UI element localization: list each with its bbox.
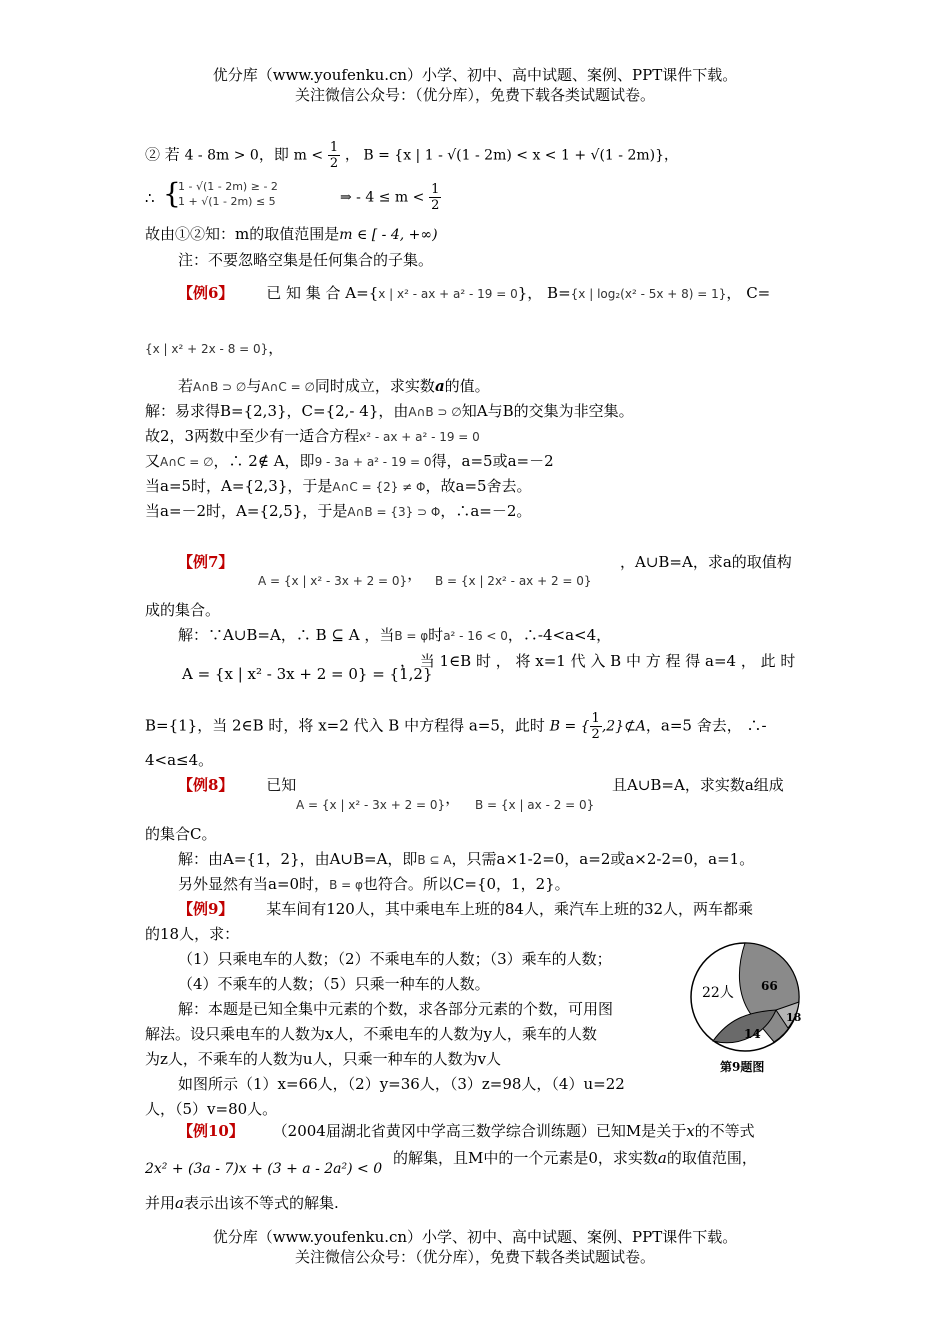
therefore-line: ∴	[145, 189, 155, 207]
example-9-figure	[688, 940, 803, 1055]
example-6-solution-4: 当a=5时，A={2,3}，于是A∩C = {2} ≠ Φ，故a=5舍去。	[145, 477, 532, 495]
example-7-sets: A = {x | x² - 3x + 2 = 0}， B = {x | 2x² - ax + 2 = 0}	[258, 565, 592, 588]
example-6-solution-1: 解：易求得B={2,3}，C={2,- 4}，由A∩B ⊃ ∅知A与B的交集为非空集。	[145, 402, 634, 420]
example-10-statement: 【例10】 （2004届湖北省黄冈中学高三数学综合训练题）已知M是关于x的不等式	[178, 1122, 755, 1140]
example-9-solution-5: 人，（5）v=80人。	[145, 1100, 278, 1118]
example-9-solution-2: 解法。设只乘电车的人数为x人，不乘电车的人数为y人，乘车的人数	[145, 1025, 597, 1043]
figure-label-66: 66	[761, 979, 778, 993]
example-9-questions-2: （4）不乘车的人数；（5）只乘一种车的人数。	[178, 975, 490, 993]
range-conclusion: 故由①②知：m的取值范围是m ∈ [ - 4, +∞)	[145, 225, 438, 243]
figure-label-22: 22人	[702, 985, 734, 1001]
note-line: 注：不要忽略空集是任何集合的子集。	[178, 251, 434, 269]
example-8-question-cont: 的集合C。	[145, 825, 217, 843]
example-6-solution-2: 故2，3两数中至少有一适合方程x² - ax + a² - 19 = 0	[145, 427, 480, 445]
example-7-question: ，A∪B=A，求a的取值构	[620, 553, 792, 571]
system-brace: {	[163, 177, 181, 210]
example-6-solution-5: 当a=－2时，A={2,5}，于是A∩B = {3} ⊃ Φ，∴a=－2。	[145, 502, 532, 520]
implies-line: ⇒ - 4 ≤ m < $\frac{1}{2}$	[340, 182, 440, 213]
case-2-line: ② 若 4 - 8m > 0，即 m < $\frac{1}{2}$ ， B = {x | 1 - √(1 - 2m) < x < 1 + √(1 - 2m)}，	[145, 140, 678, 171]
example-6-statement: 【例6】 已 知 集 合 A={x | x² - ax + a² - 19 = 0}， B={x | log₂(x² - 5x + 8) = 1}， C=	[178, 284, 771, 302]
example-7-solution-2-math: A = {x | x² - 3x + 2 = 0} = {1,2}	[182, 665, 433, 683]
example-9-solution-3: 为z人，不乘车的人数为u人，只乘一种车的人数为v人	[145, 1050, 502, 1068]
header-line-2: 关注微信公众号：（优分库），免费下载各类试题试卷。	[294, 86, 655, 104]
example-7-solution-3: B={1}，当 2∈B 时，将 x=2 代入 B 中方程得 a=5，此时 B = { $\frac{1}{2}$ ,2}⊄A，a=5 舍去， ∴-	[145, 711, 767, 742]
fraction: $\frac{1}{2}$	[329, 140, 339, 171]
figure-caption: 第9题图	[720, 1060, 765, 1074]
fraction: $\frac{1}{2}$	[431, 182, 440, 213]
example-9-questions-1: （1）只乘电车的人数；（2）不乘电车的人数；（3）乘车的人数；	[178, 950, 612, 968]
footer-line-2: 关注微信公众号：（优分库），免费下载各类试题试卷。	[294, 1248, 655, 1266]
example-6-set-c: {x | x² + 2x - 8 = 0}，	[145, 339, 284, 357]
fraction: $\frac{1}{2}$	[591, 711, 600, 742]
example-8-solution-2: 另外显然有当a=0时，B = φ也符合。所以C={0，1，2}。	[178, 875, 570, 893]
example-9-solution-4: 如图所示（1）x=66人，（2）y=36人，（3）z=98人，（4）u=22	[178, 1075, 625, 1093]
example-8-question: 且A∪B=A，求实数a组成	[612, 776, 784, 794]
figure-label-18: 18	[786, 1011, 802, 1024]
example-6-question: 若A∩B ⊃ ∅与A∩C = ∅同时成立，求实数a的值。	[178, 377, 490, 395]
example-7-solution-4: 4<a≤4。	[145, 751, 214, 769]
example-7-tag: 【例7】	[178, 553, 234, 571]
footer-line-1: 优分库（www.youfenku.cn）小学、初中、高中试题、案例、PPT课件下载。	[212, 1228, 738, 1246]
header-line-1: 优分库（www.youfenku.cn）小学、初中、高中试题、案例、PPT课件下载。	[212, 66, 738, 84]
system-eq-2: 1 + √(1 - 2m) ≤ 5	[178, 195, 276, 208]
example-10-statement-2: 的解集，且M中的一个元素是0，求实数a的取值范围，	[393, 1149, 757, 1167]
example-8-solution-1: 解：由A={1，2}，由A∪B=A，即B ⊆ A，只需a×1-2=0，a=2或a×2-2=0，a=1。	[178, 850, 755, 868]
example-7-solution-2: ， 当 1∈B 时 ， 将 x=1 代 入 B 中 方 程 得 a=4 ， 此 时	[400, 652, 796, 670]
figure-label-14: 14	[744, 1027, 761, 1041]
example-10-statement-3: 并用a表示出该不等式的解集.	[145, 1194, 339, 1212]
example-10-inequality: 2x² + (3a - 7)x + (3 + a - 2a²) < 0	[145, 1161, 383, 1177]
example-8-tag: 【例8】 已知	[178, 776, 297, 794]
system-eq-1: 1 - √(1 - 2m) ≥ - 2	[178, 180, 278, 193]
example-9-statement-cont: 的18人，求：	[145, 925, 240, 943]
example-9-solution-1: 解：本题是已知全集中元素的个数，求各部分元素的个数，可用图	[178, 1000, 614, 1018]
example-6-solution-3: 又A∩C = ∅，∴ 2∉ A，即9 - 3a + a² - 19 = 0得，a=5或a=－2	[145, 452, 554, 470]
example-9-statement: 【例9】 某车间有120人，其中乘电车上班的84人，乘汽车上班的32人，两车都乘	[178, 900, 754, 918]
example-8-sets: A = {x | x² - 3x + 2 = 0}， B = {x | ax - 2 = 0}	[296, 789, 595, 812]
example-7-question-cont: 成的集合。	[145, 601, 221, 619]
example-7-solution-1: 解：∵A∪B=A，∴ B ⊆ A ，当B = φ时a² - 16 < 0，∴-4<a<4，	[178, 626, 612, 644]
